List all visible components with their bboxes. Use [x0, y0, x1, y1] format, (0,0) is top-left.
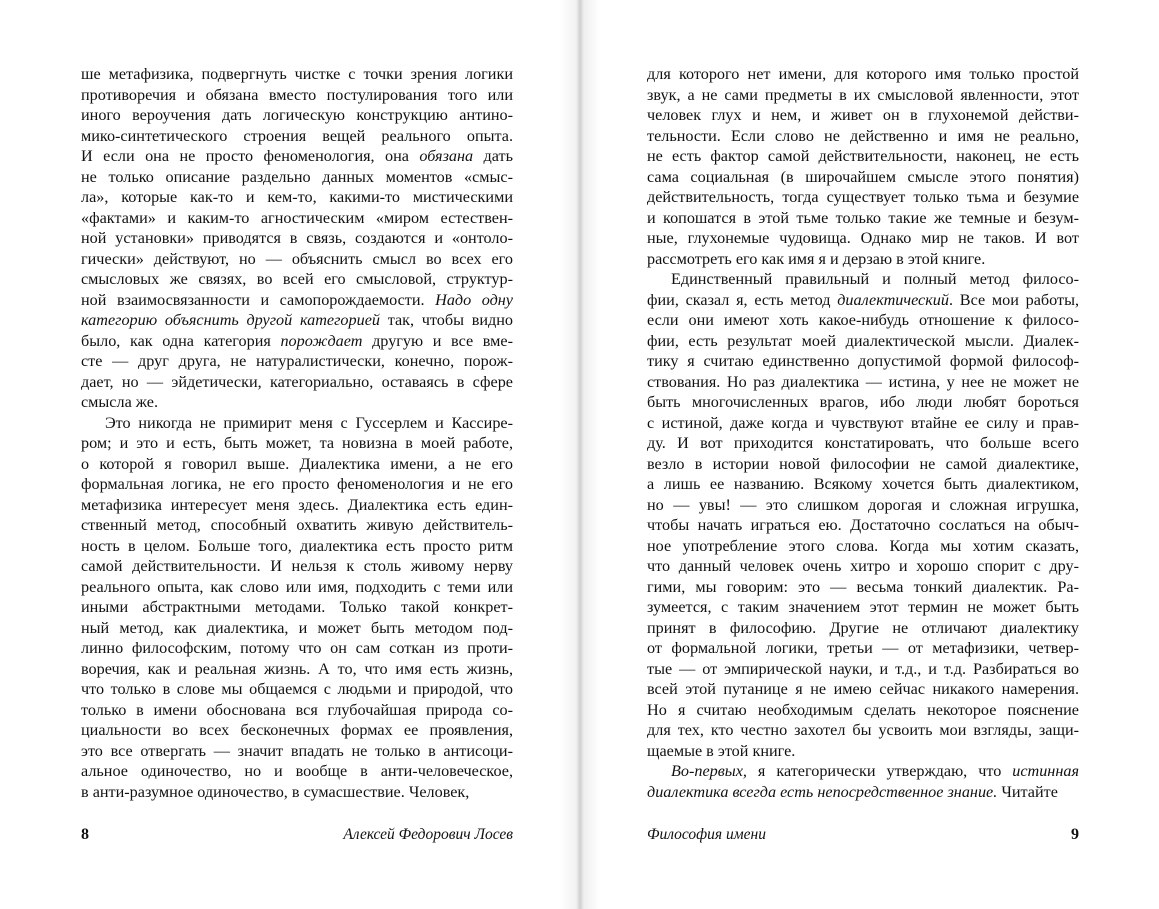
text-line: принят в философию. Другие не отличают диалектику	[647, 618, 1079, 637]
page-number: 9	[1071, 826, 1079, 843]
text-line: гими, мы говорим: это — весьма тонкий диалектик. Ра-	[647, 577, 1079, 596]
text-line: зумеется, с таким значением этот термин не может быть	[647, 598, 1079, 616]
text-line: дает, но — эйдетически, категориально, оставаясь в сфере	[81, 372, 513, 391]
text-line: и копошатся в этой тьме только такие же темные и безум-	[647, 208, 1079, 227]
text-line: действительность, тогда существует только тьма и безумие	[647, 188, 1079, 206]
text-line: ром; и это и есть, быть может, та новизна в моей работе,	[81, 434, 513, 452]
text-line: если они имеют хоть какое-нибудь отношение к филосо-	[647, 311, 1079, 329]
text-line: а лишь ее названию. Всякому хочется быть диалектиком,	[647, 475, 1079, 493]
text-line: звук, а не сами предметы в их смысловой явленности, этот	[647, 85, 1079, 104]
text-line: метафизика интересует меня здесь. Диалектика есть един-	[81, 495, 513, 514]
right-page	[580, 0, 1159, 909]
left-page-footer	[81, 826, 513, 848]
running-head-title: Философия имени	[647, 826, 766, 843]
text-line: Единственный правильный и полный метод филосо-	[671, 270, 1079, 288]
text-line: рассмотреть его как имя я и дерзаю в этой книге.	[647, 249, 986, 268]
text-line: это все отвергать — значит впадать не только в антисоци-	[81, 741, 513, 760]
text-line: было, как одна категория порождает другую и все вме-	[81, 331, 513, 350]
text-line: с истиной, даже когда и чувствуют втайне ее силу и прав-	[647, 413, 1079, 432]
text-line: чтобы начать играться ею. Достаточно сослаться на обыч-	[647, 516, 1079, 534]
text-line: реального опыта, как слово или имя, подходить с теми или	[81, 577, 513, 596]
left-page	[0, 0, 578, 909]
text-line: Это никогда не примирит меня с Гуссерлем и Кассире-	[105, 413, 513, 432]
text-line: воречия, как и реальная жизнь. А то, что имя есть жизнь,	[81, 659, 513, 678]
left-page-text	[81, 64, 513, 802]
text-line: И если она не просто феноменология, она обязана дать	[81, 147, 513, 165]
text-line: всей этой путанице я не имею сейчас никакого намерения.	[647, 680, 1079, 698]
text-line: ные, глухонемые чудовища. Однако мир не таков. И вот	[647, 229, 1079, 247]
right-page-footer	[647, 826, 1079, 848]
text-line: о которой я говорил выше. Диалектика имени, а не его	[81, 454, 513, 473]
text-line: категорию объяснить другой категорией так, чтобы видно	[81, 311, 514, 329]
text-line: в анти-разумное одиночество, в сумасшествие. Человек,	[81, 782, 470, 801]
text-line: ный метод, как диалектика, и может быть методом под-	[81, 618, 513, 637]
text-line: линно философским, потому что он сам соткан из проти-	[81, 639, 513, 657]
text-line: для которого нет имени, для которого имя только простой	[647, 65, 1079, 83]
text-line: самой действительности. И нельзя к столь живому нерву	[81, 557, 513, 575]
text-line: альное одиночество, но и вообще в анти-человеческое,	[81, 762, 513, 780]
text-line: ной взаимосвязанности и самопорождаемости. Надо одну	[81, 290, 513, 309]
text-line: щаемые в этой книге.	[647, 741, 796, 760]
text-line: иными абстрактными методами. Только такой конкрет-	[81, 598, 513, 616]
text-line: «фактами» и каким-то агностическим «миром естествен-	[81, 208, 513, 227]
text-line: ственный метод, способный охватить живую действитель-	[81, 516, 513, 534]
text-line: быть многочисленных врагов, ибо люди любят бороться	[647, 393, 1079, 411]
text-line: но — увы! — это слишком дорогая и сложная игрушка,	[647, 495, 1079, 514]
text-line: сте — друг друга, не натуралистически, конечно, порож-	[81, 352, 513, 370]
text-line: что данный человек очень хитро и хорошо спорит с дру-	[647, 557, 1079, 575]
page-number: 8	[81, 826, 89, 843]
text-line: гически» действуют, но — объяснить смысл во всех его	[81, 249, 513, 268]
text-line: не есть фактор самой действительности, наконец, не есть	[647, 147, 1079, 165]
text-line: сама социальная (в широчайшем смысле этого понятия)	[647, 167, 1079, 186]
text-line: Но я считаю необходимым сделать некоторое пояснение	[647, 700, 1079, 719]
text-line: от формальной логики, третьи — от метафизики, четвер-	[647, 639, 1079, 657]
text-line: противоречия и обязана вместо постулирования того или	[81, 85, 513, 104]
text-line: мико-синтетического строения вещей реального опыта.	[81, 126, 513, 145]
text-line: ду. И вот приходится констатировать, что больше всего	[647, 434, 1079, 452]
text-line: фии, есть результат моей диалектической мысли. Диалек-	[647, 331, 1079, 350]
text-line: смысловых же связях, во всей его смысловой, структур-	[81, 270, 513, 288]
text-line: тые — от эмпирической науки, и т.д., и т.д. Разбираться во	[647, 659, 1079, 678]
text-line: циальности во всех бесконечных формах ее проявления,	[81, 721, 513, 739]
text-line: человек глух и нем, и живет он в глухонемой действи-	[647, 106, 1079, 124]
book-gutter-shadow	[560, 0, 600, 909]
text-line: только в имени обоснована вся глубочайшая природа со-	[81, 700, 513, 719]
text-line: ствования. Но раз диалектика — истина, у нее не может не	[647, 372, 1079, 391]
text-line: тельности. Если слово не действенно и имя не реально,	[647, 126, 1079, 145]
right-page-text	[647, 64, 1079, 802]
text-line: что только в слове мы общаемся с людьми и природой, что	[81, 680, 513, 698]
text-line: везло в истории новой философии не самой диалектике,	[647, 454, 1079, 473]
text-line: ность в целом. Больше того, диалектика есть просто ритм	[81, 536, 513, 555]
text-line: тику я считаю единственно допустимой формой философ-	[647, 352, 1079, 370]
text-line: ной установки» приводятся в связь, создаются и «онтоло-	[81, 229, 513, 247]
text-line: не только описание раздельно данных моментов «смыс-	[81, 167, 513, 186]
text-line: Во-первых, я категорически утверждаю, что истинная	[671, 762, 1079, 780]
text-line: для тех, кто честно захотел бы усвоить мои взгляды, защи-	[647, 721, 1079, 739]
text-line: ла», которые как-то и кем-то, какими-то мистическими	[81, 188, 513, 206]
text-line: иного вероучения дать логическую конструкцию антино-	[81, 106, 513, 124]
text-line: ше метафизика, подвергнуть чистке с точки зрения логики	[81, 65, 513, 83]
running-head-author: Алексей Федорович Лосев	[343, 826, 513, 843]
text-line: диалектика всегда есть непосредственное знание. Читайте	[647, 782, 1058, 801]
text-line: смысла же.	[81, 393, 159, 411]
text-line: фии, сказал я, есть метод диалектический. Все мои работы,	[647, 290, 1079, 309]
text-line: формальная логика, не его просто феноменология и не его	[81, 475, 513, 493]
text-line: ное употребление этого слова. Когда мы хотим сказать,	[647, 536, 1079, 555]
